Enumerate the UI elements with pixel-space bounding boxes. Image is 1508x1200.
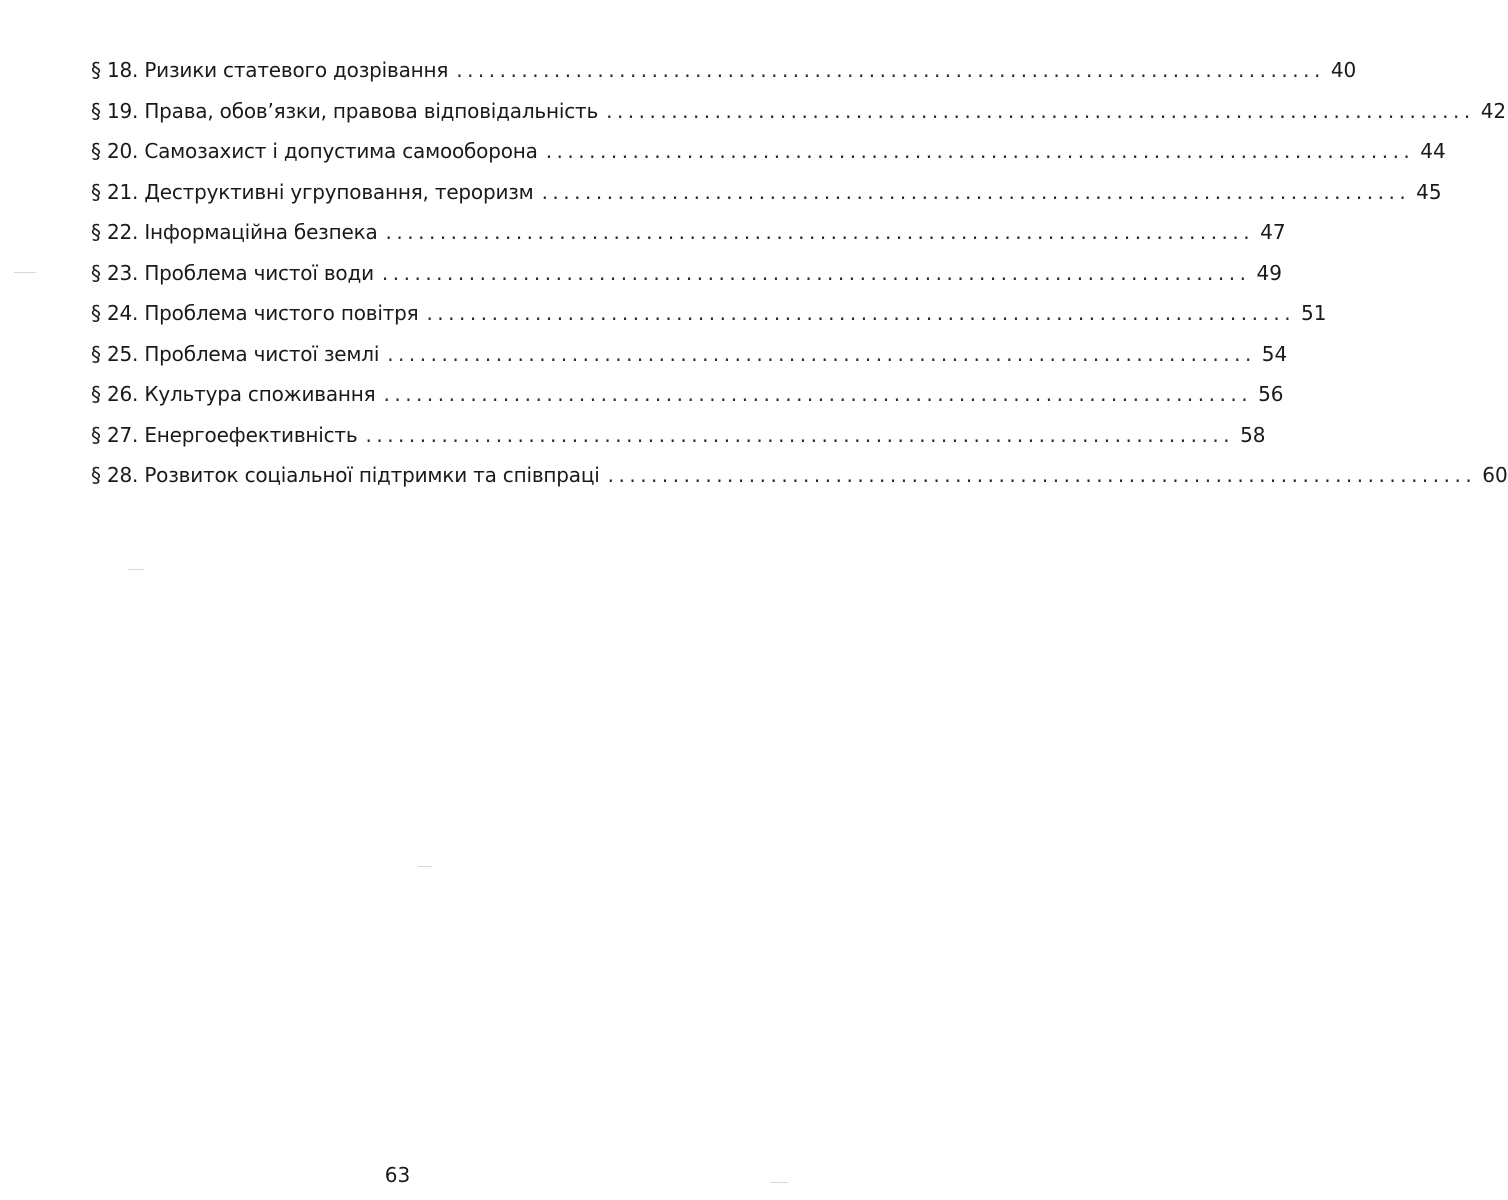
toc-entry[interactable]	[91, 293, 1327, 334]
toc-entry-title: § 25. Проблема чистої землі	[91, 341, 380, 366]
toc-entry-page: 56	[1258, 382, 1284, 407]
toc-entry-page: 54	[1261, 341, 1288, 366]
toc-dot-leader: ................................................................................	[387, 341, 1256, 366]
toc-entry-title: § 18. Ризики статевого дозрівання	[91, 58, 449, 83]
toc-dot-leader: ................................................................................	[545, 139, 1415, 164]
toc-entry-title: § 28. Розвиток соціальної підтримки та співпраці	[91, 463, 600, 488]
table-of-contents	[91, 50, 1508, 496]
toc-dot-leader: ................................................................................	[365, 422, 1235, 447]
toc-entry-title: § 24. Проблема чистого повітря	[91, 301, 419, 326]
toc-entry[interactable]	[91, 374, 1284, 415]
toc-entry-title: § 21. Деструктивні угруповання, тероризм	[91, 179, 534, 204]
toc-dot-leader: ................................................................................	[385, 220, 1255, 245]
scan-speck	[128, 569, 144, 570]
toc-entry-page: 51	[1301, 301, 1327, 326]
toc-entry-page: 40	[1330, 58, 1357, 83]
toc-entry[interactable]	[91, 455, 1508, 496]
toc-entry[interactable]	[91, 131, 1446, 172]
toc-entry[interactable]	[91, 172, 1442, 213]
toc-dot-leader: ................................................................................	[381, 260, 1251, 285]
scan-speck	[14, 272, 36, 273]
toc-dot-leader: ................................................................................	[606, 98, 1475, 123]
toc-entry-page: 60	[1482, 463, 1508, 488]
toc-entry-page: 44	[1420, 139, 1446, 164]
toc-entry[interactable]	[91, 334, 1288, 375]
toc-entry-page: 47	[1260, 220, 1286, 245]
toc-dot-leader: ................................................................................	[607, 463, 1477, 488]
scan-speck	[418, 866, 432, 867]
toc-entry-page: 58	[1240, 422, 1266, 447]
toc-entry-title: § 22. Інформаційна безпека	[91, 220, 378, 245]
toc-entry[interactable]	[91, 50, 1357, 91]
toc-entry-title: § 27. Енергоефективність	[91, 422, 358, 447]
toc-entry-title: § 20. Самозахист і допустима самооборона	[91, 139, 538, 164]
toc-entry[interactable]	[91, 91, 1507, 132]
toc-dot-leader: ................................................................................	[456, 58, 1325, 83]
toc-entry-title: § 26. Культура споживання	[91, 382, 376, 407]
toc-entry-page: 49	[1256, 260, 1282, 285]
toc-entry[interactable]	[91, 253, 1282, 294]
toc-entry-title: § 19. Права, обов’язки, правова відповідальність	[91, 98, 599, 123]
toc-dot-leader: ................................................................................	[541, 179, 1411, 204]
toc-entry[interactable]	[91, 415, 1266, 456]
toc-entry-page: 45	[1416, 179, 1442, 204]
toc-entry[interactable]	[91, 212, 1286, 253]
page-number: 63	[384, 1163, 411, 1187]
toc-entry-page: 42	[1480, 98, 1507, 123]
toc-dot-leader: ................................................................................	[383, 382, 1253, 407]
toc-entry-title: § 23. Проблема чистої води	[91, 260, 374, 285]
toc-dot-leader: ................................................................................	[426, 301, 1296, 326]
